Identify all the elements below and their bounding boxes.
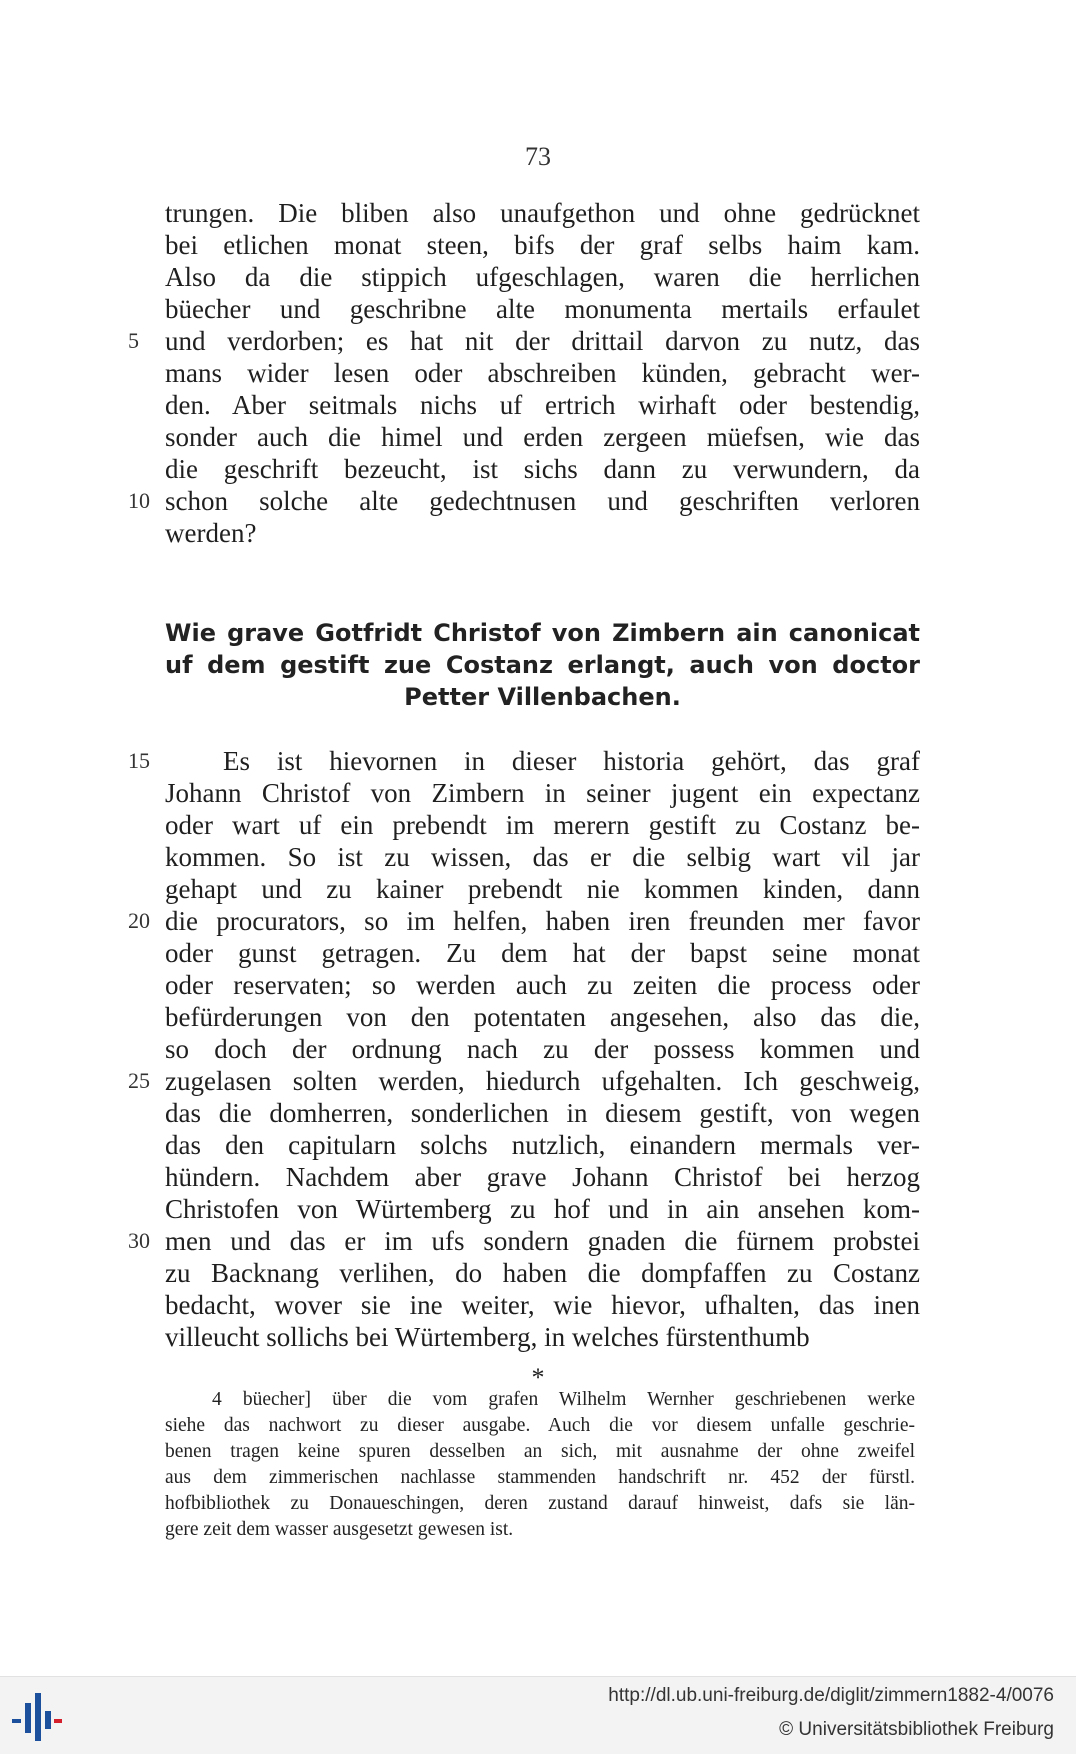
page-number: 73 (525, 142, 551, 171)
text-line: und verdorben; es hat nit der drittail darvon zu nutz, das (165, 326, 920, 356)
text-line: werden? (165, 518, 257, 548)
text-line: oder wart uf ein prebendt im merern gestift zu Costanz be- (165, 810, 920, 840)
page-url-link[interactable]: http://dl.ub.uni-freiburg.de/diglit/zimmern1882-4/0076 (608, 1685, 1054, 1706)
text-line: das die domherren, sonderlichen in diesem gestift, von wegen (165, 1098, 920, 1128)
footnote-line: aus dem zimmerischen nachlasse stammenden handschrift nr. 452 der fürstl. (165, 1467, 915, 1488)
heading-line: Petter Villenbachen. (404, 683, 681, 711)
footnote-line: benen tragen keine spuren desselben an sich, mit ausnahme der ohne zweifel (165, 1441, 915, 1462)
text-line: die procurators, so im helfen, haben iren freunden mer favor (165, 906, 920, 936)
text-line: mans wider lesen oder abschreiben künden, gebracht wer- (165, 358, 920, 388)
line-number: 20 (128, 908, 150, 933)
line-number: 25 (128, 1068, 150, 1093)
text-line: hündern. Nachdem aber grave Johann Christof bei herzog (165, 1162, 920, 1192)
text-line: oder gunst getragen. Zu dem hat der bapst seine monat (165, 938, 920, 968)
text-line: die geschrift bezeucht, ist sichs dann zu verwundern, da (165, 454, 920, 484)
text-line: trungen. Die bliben also unaufgethon und ohne gedrücknet (165, 198, 920, 228)
line-number: 15 (128, 748, 150, 773)
text-line: men und das er im ufs sondern gnaden die fürnem probstei (165, 1226, 920, 1256)
text-line: zugelasen solten werden, hiedurch ufgehalten. Ich geschweig, (165, 1066, 920, 1096)
text-line: den. Aber seitmals nichs uf ertrich wirhaft oder bestendig, (165, 390, 920, 420)
text-line: bei etlichen monat steen, bifs der graf selbs haim kam. (165, 230, 920, 260)
text-line: zu Backnang verlihen, do haben die dompfaffen zu Costanz (165, 1258, 920, 1288)
text-line: gehapt und zu kainer prebendt nie kommen kinden, dann (165, 874, 920, 904)
line-number: 5 (128, 328, 139, 353)
footnote-line: siehe das nachwort zu dieser ausgabe. Auch die vor diesem unfalle geschrie- (165, 1415, 915, 1436)
copyright-notice: © Universitätsbibliothek Freiburg (779, 1719, 1054, 1740)
line-number: 10 (128, 488, 150, 513)
ub-freiburg-logo-icon[interactable] (8, 1689, 64, 1745)
text-line: villeucht sollichs bei Würtemberg, in welches fürstenthumb (165, 1322, 810, 1352)
heading-line: uf dem gestift zue Costanz erlangt, auch von doctor (165, 651, 920, 679)
footnote-separator: * (531, 1363, 545, 1392)
text-line: bedacht, wover sie ine weiter, wie hievor, ufhalten, das inen (165, 1290, 920, 1320)
text-line: Also da die stippich ufgeschlagen, waren die herrlichen (165, 262, 920, 292)
footer-bar (0, 1676, 1076, 1754)
text-line: büecher und geschribne alte monumenta mertails erfaulet (165, 294, 920, 324)
footnote-line: gere zeit dem wasser ausgesetzt gewesen ist. (165, 1519, 514, 1540)
text-line: befürderungen von den potentaten angesehen, also das die, (165, 1002, 920, 1032)
text-line: sonder auch die himel und erden zergeen müefsen, wie das (165, 422, 920, 452)
heading-line: Wie grave Gotfridt Christof von Zimbern ain canonicat (165, 619, 920, 647)
footnote-line: 4 büecher] über die vom grafen Wilhelm Wernher geschriebenen werke (212, 1389, 915, 1410)
text-line: so doch der ordnung nach zu der possess kommen und (165, 1034, 920, 1064)
text-line: schon solche alte gedechtnusen und geschriften verloren (165, 486, 920, 516)
text-line: Es ist hievornen in dieser historia gehört, das graf (223, 746, 920, 776)
text-line: oder reservaten; so werden auch zu zeiten die process oder (165, 970, 920, 1000)
text-line: Johann Christof von Zimbern in seiner jugent ein expectanz (165, 778, 920, 808)
text-line: kommen. So ist zu wissen, das er die selbig wart vil jar (165, 842, 920, 872)
line-number: 30 (128, 1228, 150, 1253)
text-line: Christofen von Würtemberg zu hof und in ain ansehen kom- (165, 1194, 920, 1224)
footnote-line: hofbibliothek zu Donaueschingen, deren zustand darauf hinweist, dafs sie län- (165, 1493, 915, 1514)
text-line: das den capitularn solchs nutzlich, einandern mermals ver- (165, 1130, 920, 1160)
